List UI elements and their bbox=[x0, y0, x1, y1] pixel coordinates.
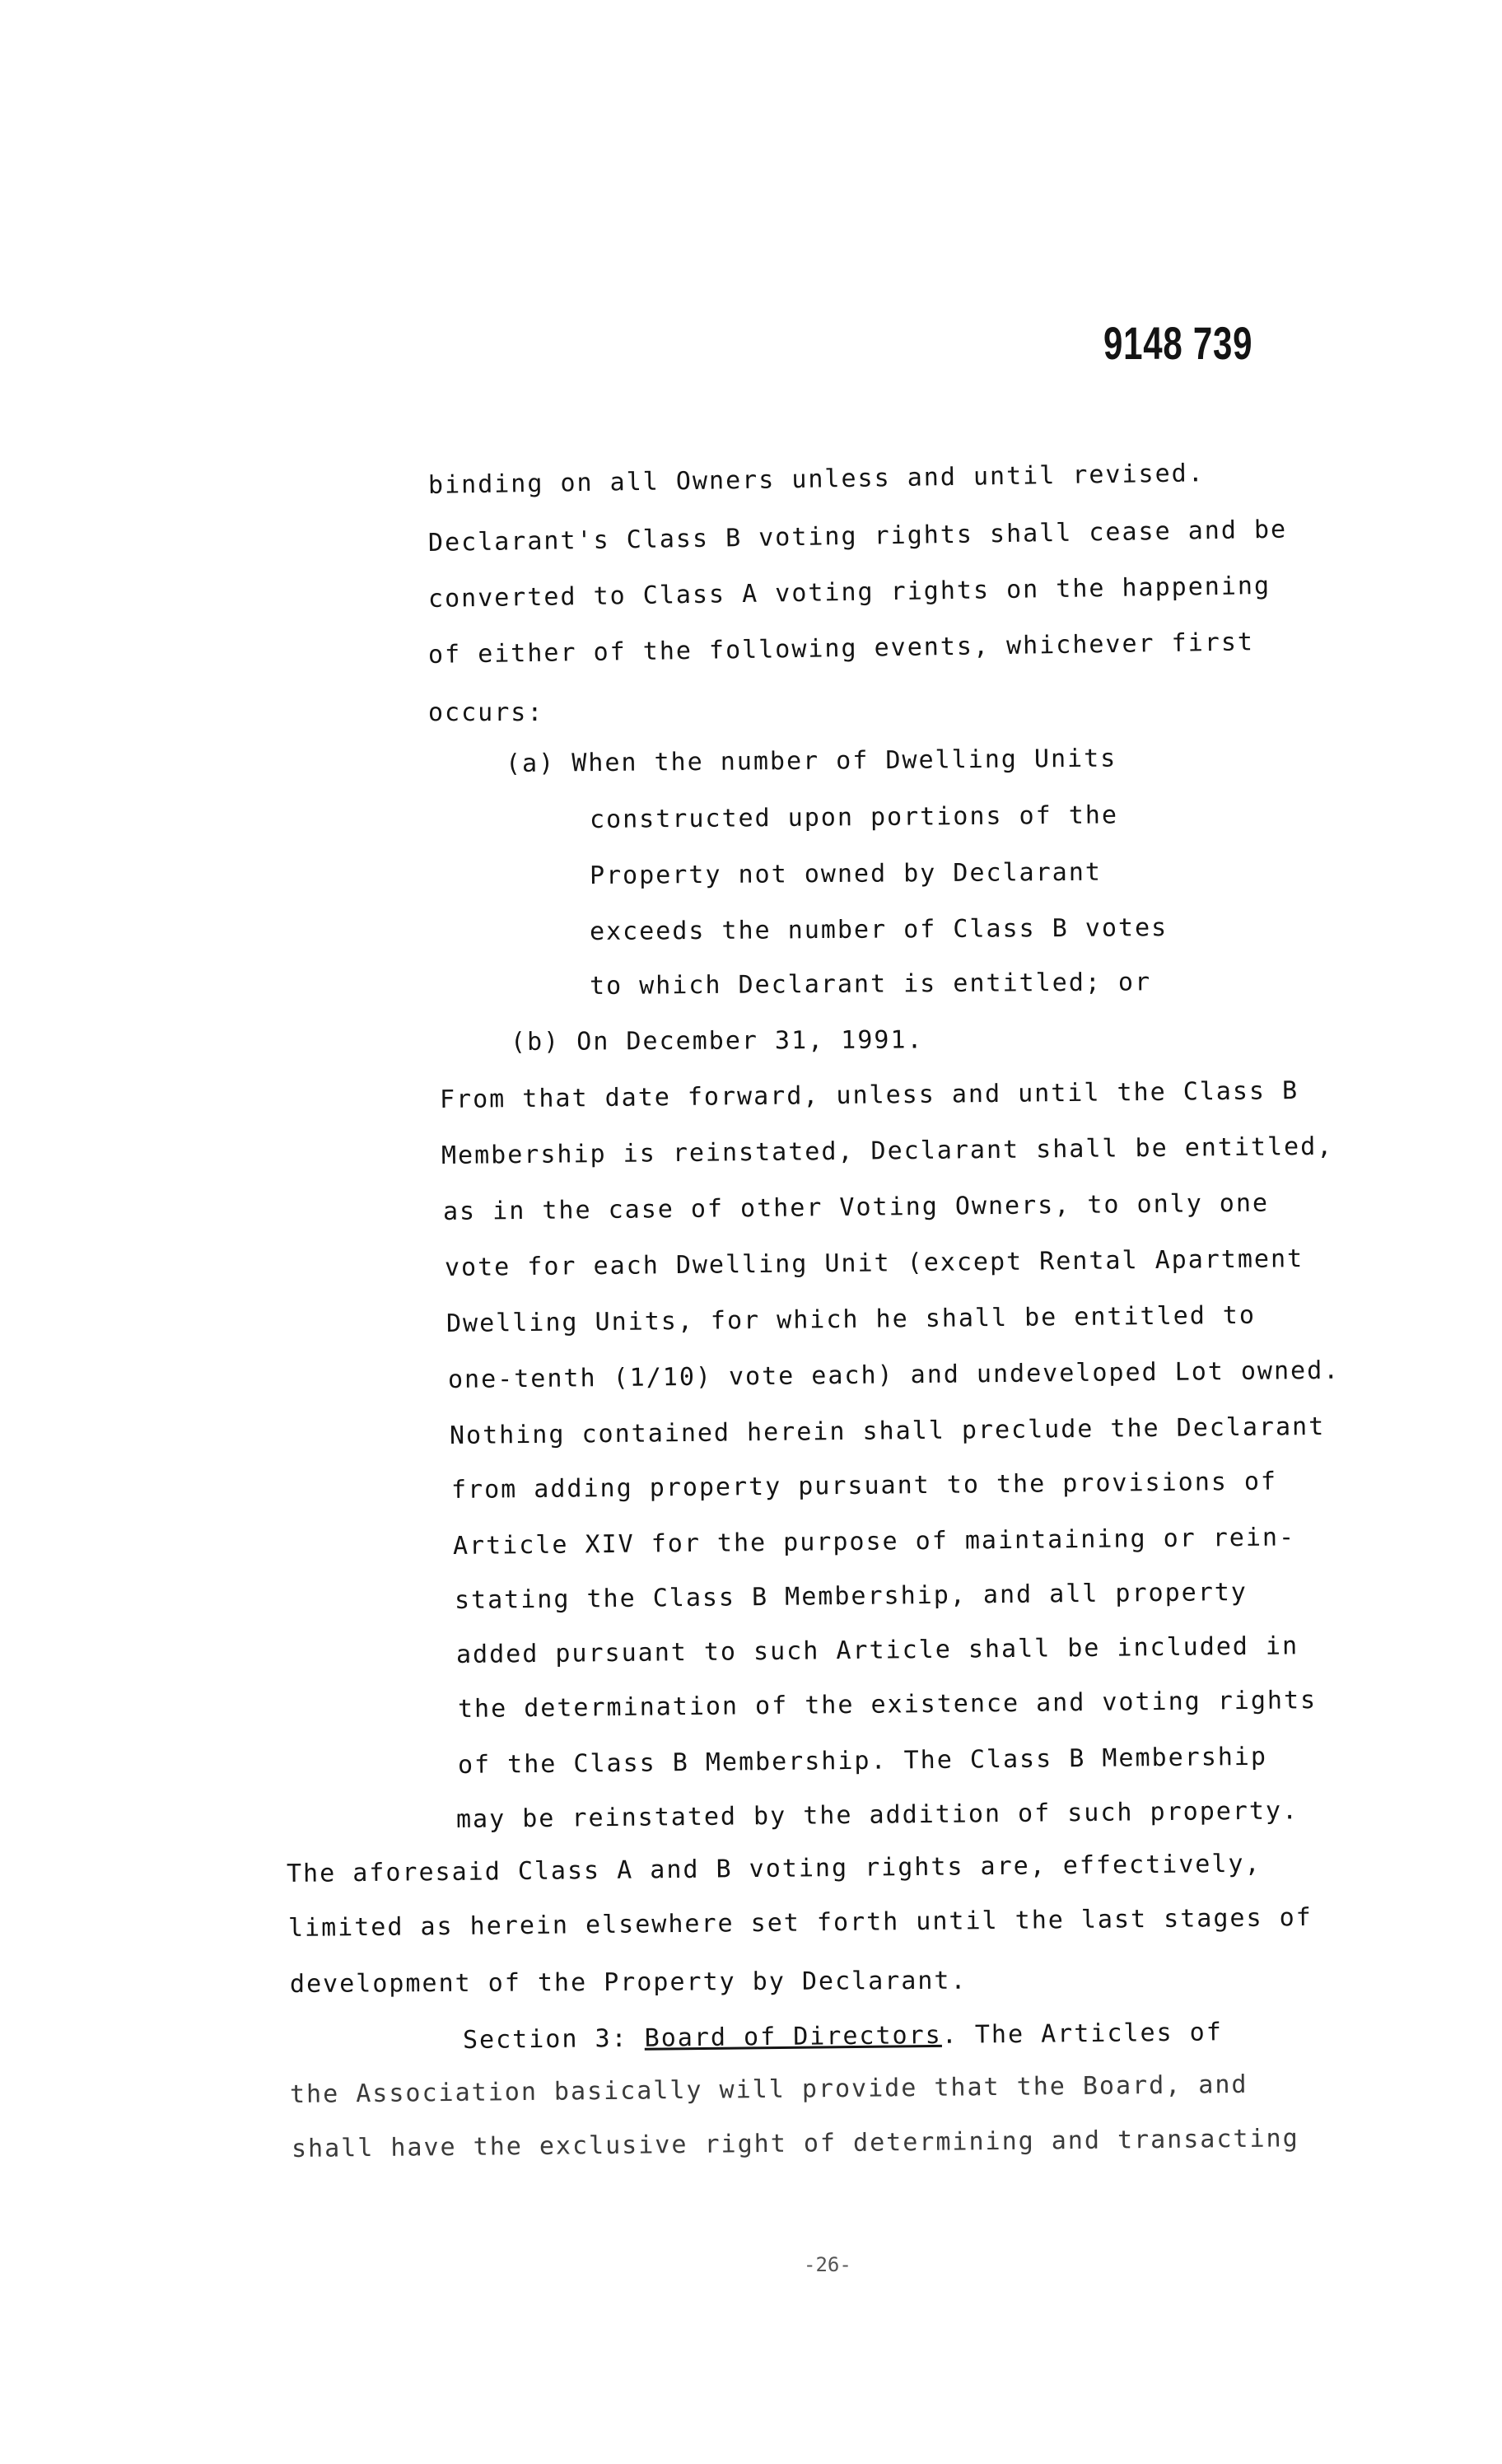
page-number-footer: -26- bbox=[804, 2253, 851, 2276]
section-line-2: the Association basically will provide that the Board, and bbox=[289, 2070, 1248, 2109]
body-line-26: The aforesaid Class A and B voting rights are, effectively, bbox=[286, 1849, 1262, 1888]
body-line-18: Nothing contained herein shall preclude the Declarant bbox=[449, 1412, 1326, 1450]
body-line-24: of the Class B Membership. The Class B Membership bbox=[457, 1742, 1268, 1780]
list-item-a-line-3: Property not owned by Declarant bbox=[589, 857, 1103, 890]
body-line-5: occurs: bbox=[428, 698, 544, 727]
body-line-27: limited as herein elsewhere set forth until the last stages of bbox=[287, 1902, 1313, 1943]
body-line-22: added pursuant to such Article shall be included in bbox=[455, 1631, 1299, 1669]
section-line-3: shall have the exclusive right of determining and transacting bbox=[291, 2124, 1299, 2163]
body-line-16: Dwelling Units, for which he shall be entitled to bbox=[445, 1300, 1257, 1338]
body-line-3: converted to Class A voting rights on the happening bbox=[427, 571, 1271, 614]
list-item-a-line-4: exceeds the number of Class B votes bbox=[589, 913, 1168, 946]
body-line-2: Declarant's Class B voting rights shall cease and be bbox=[427, 515, 1288, 558]
page-stamp-number: 9148 739 bbox=[1103, 317, 1253, 369]
body-line-15: vote for each Dwelling Unit (except Rental Apartment bbox=[444, 1244, 1304, 1282]
body-line-20: Article XIV for the purpose of maintaining or rein- bbox=[452, 1523, 1296, 1561]
body-line-17: one-tenth (1/10) vote each) and undeveloped Lot owned. bbox=[447, 1356, 1341, 1394]
body-line-1: binding on all Owners unless and until revised. bbox=[427, 459, 1206, 500]
body-line-21: stating the Class B Membership, and all property bbox=[454, 1577, 1248, 1615]
body-line-25: may be reinstated by the addition of such property. bbox=[455, 1796, 1299, 1834]
section-title: Board of Directors bbox=[644, 2020, 942, 2053]
body-line-14: as in the case of other Voting Owners, to only one bbox=[442, 1188, 1270, 1226]
section-heading-line bbox=[463, 2016, 1223, 2057]
section-label: Section 3: bbox=[462, 2023, 628, 2055]
body-line-23: the determination of the existence and voting rights bbox=[457, 1686, 1318, 1724]
body-line-13: Membership is reinstated, Declarant shall be entitled, bbox=[441, 1132, 1334, 1170]
body-line-28: development of the Property by Declarant. bbox=[289, 1966, 968, 1999]
body-line-4: of either of the following events, whichever first bbox=[427, 628, 1255, 670]
list-item-b: (b) On December 31, 1991. bbox=[510, 1025, 924, 1057]
body-line-12: From that date forward, unless and until the Class B bbox=[439, 1076, 1299, 1114]
list-item-a-line-2: constructed upon portions of the bbox=[589, 800, 1119, 834]
body-line-19: from adding property pursuant to the provisions of bbox=[450, 1467, 1278, 1505]
list-item-a-line-5: to which Declarant is entitled; or bbox=[589, 968, 1152, 1001]
section-heading-rest: . The Articles of bbox=[941, 2018, 1223, 2050]
list-item-a-line-1: (a) When the number of Dwelling Units bbox=[505, 744, 1117, 778]
